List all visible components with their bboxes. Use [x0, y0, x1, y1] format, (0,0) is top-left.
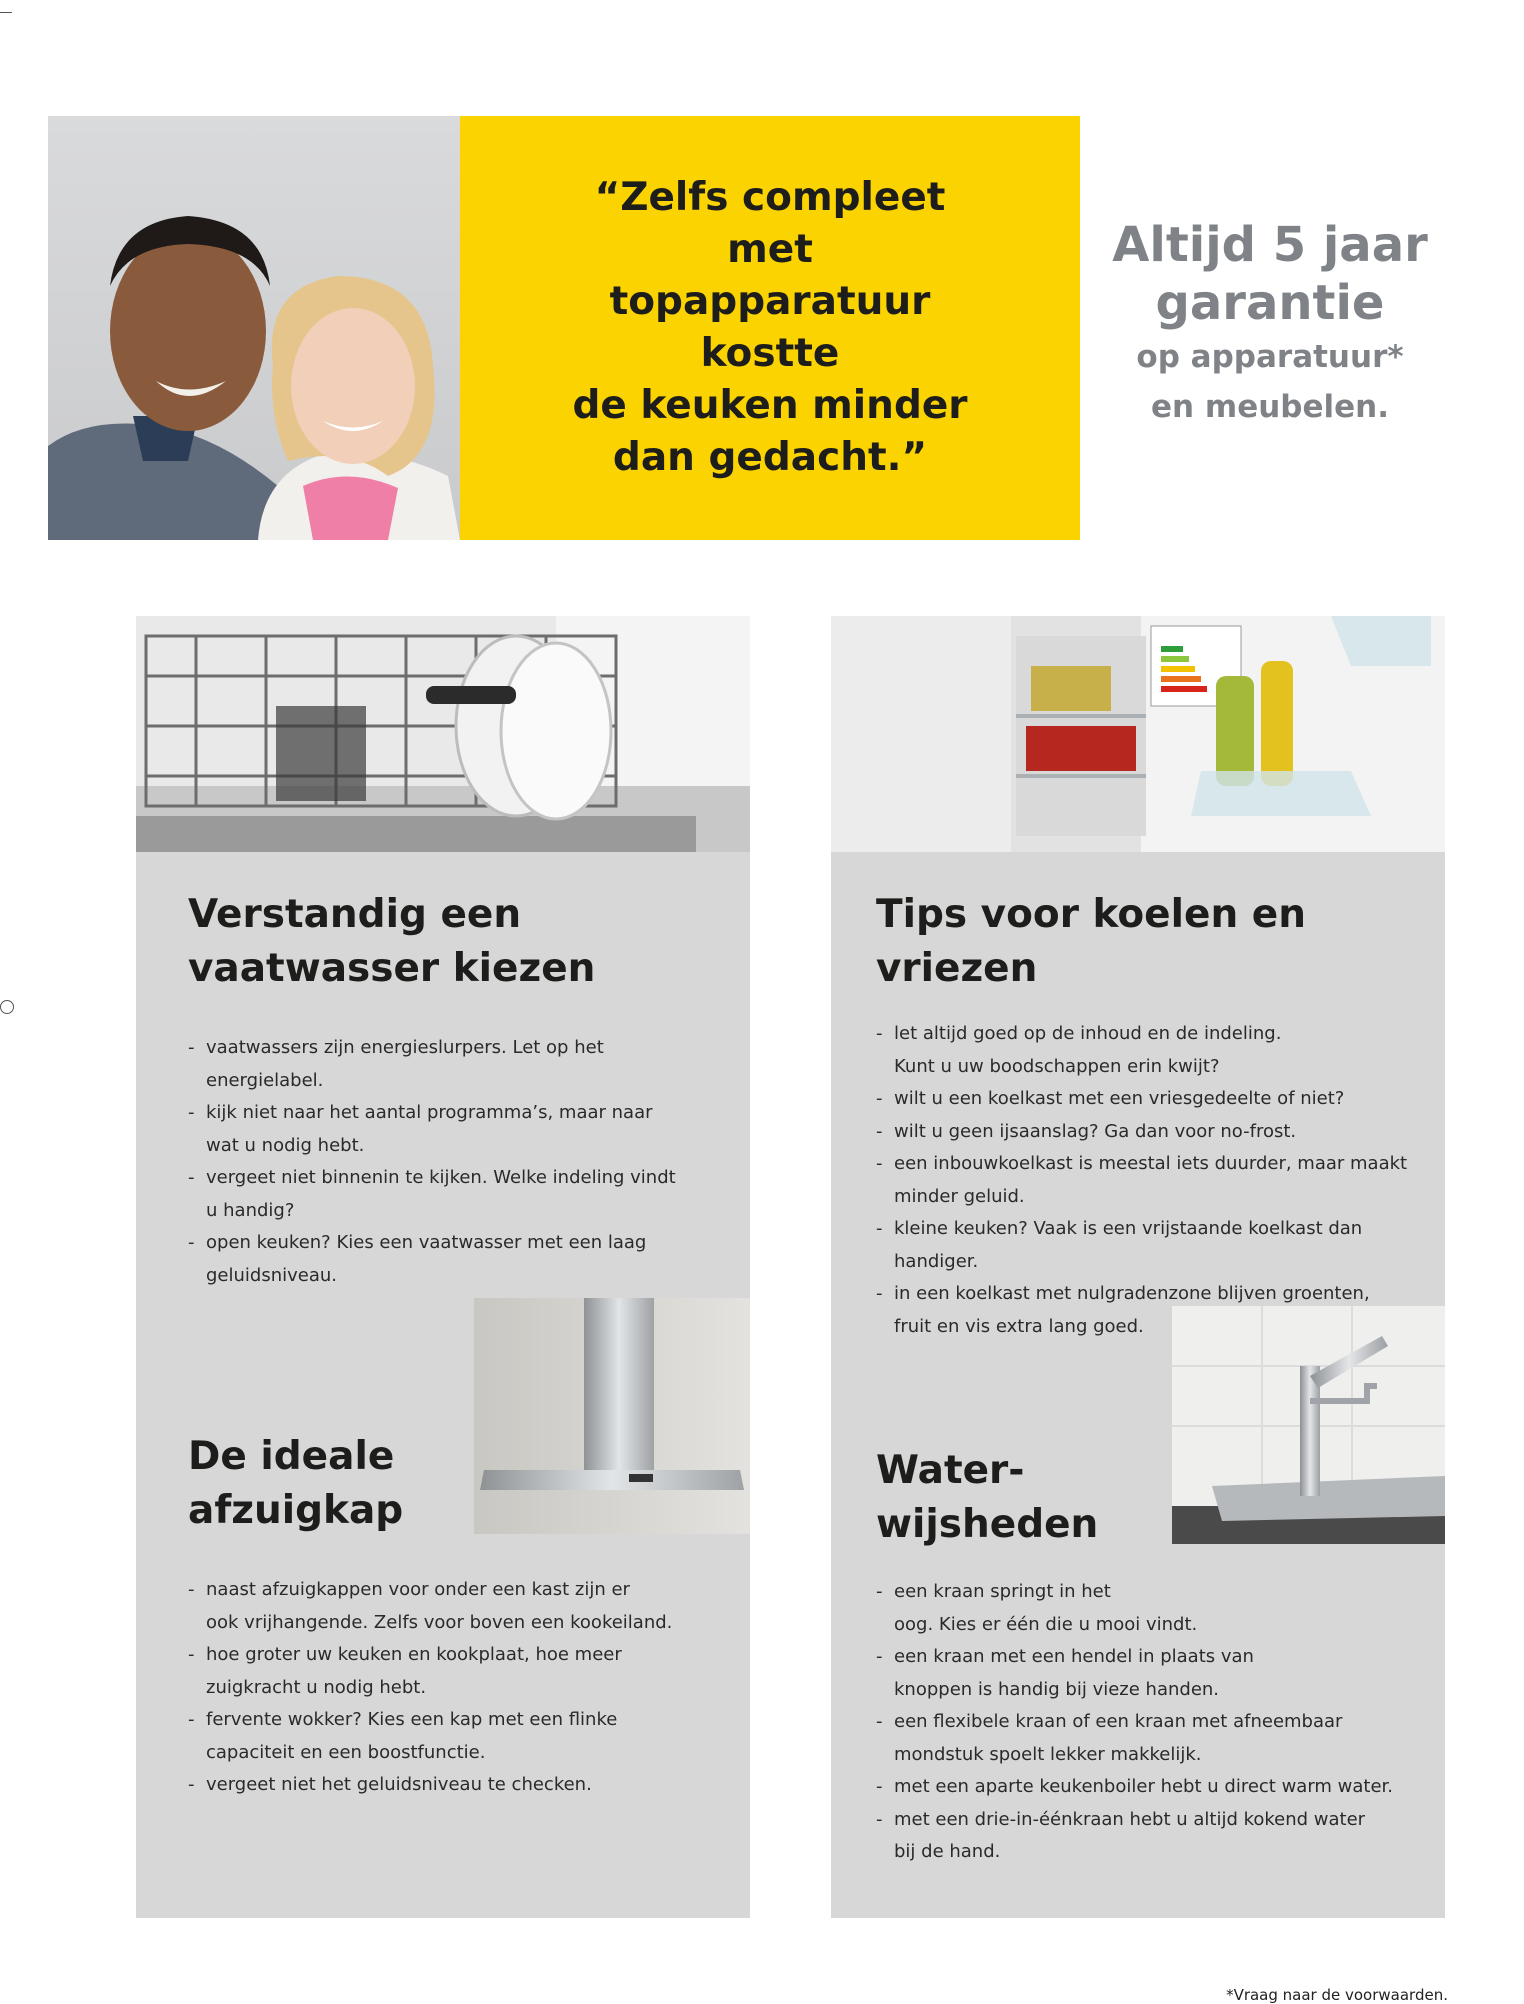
- list-line: - hoe groter uw keuken en kookplaat, hoe meer: [206, 1644, 622, 1665]
- hood-title: [188, 1430, 748, 1538]
- list-item: [876, 1148, 1436, 1213]
- list-item: [876, 1706, 1436, 1771]
- quote-box: [460, 116, 1080, 540]
- list-line: - met een aparte keukenboiler hebt u direct warm water.: [894, 1776, 1394, 1797]
- quote-text: [550, 172, 990, 484]
- list-line: - vergeet niet het geluidsniveau te checken.: [206, 1774, 592, 1795]
- registration-mark: [0, 1000, 14, 1014]
- couple-illustration: [48, 116, 460, 540]
- list-line: - een kraan met een hendel in plaats van: [894, 1646, 1254, 1667]
- list-line: energielabel.: [206, 1069, 324, 1091]
- list-item: [876, 1083, 1436, 1116]
- list-line: fruit en vis extra lang goed.: [894, 1315, 1144, 1337]
- list-line: zuigkracht u nodig hebt.: [206, 1676, 427, 1698]
- fridge-illustration: [831, 616, 1445, 852]
- list-line: oog. Kies er één die u mooi vindt.: [894, 1613, 1198, 1635]
- list-line: - kijk niet naar het aantal programma’s, maar naar: [206, 1102, 653, 1123]
- list-line: - kleine keuken? Vaak is een vrijstaande koelkast dan: [894, 1218, 1363, 1239]
- water-title: [876, 1444, 1436, 1552]
- list-item: [188, 1227, 728, 1292]
- fridge-photo: [831, 616, 1445, 852]
- list-item: [876, 1641, 1436, 1706]
- list-line: Kunt u uw boodschappen erin kwijt?: [894, 1055, 1220, 1077]
- water-section: [876, 1444, 1436, 1869]
- quote-line: dan gedacht.”: [612, 435, 928, 480]
- dishwasher-title: [188, 888, 728, 996]
- list-item: [876, 1018, 1436, 1083]
- list-item: [188, 1162, 728, 1227]
- footnote: *Vraag naar de voorwaarden.: [1226, 1986, 1448, 2004]
- fridge-tips: [876, 1018, 1436, 1343]
- list-item: [876, 1116, 1436, 1149]
- list-line: - een kraan springt in het: [894, 1581, 1111, 1602]
- dishwasher-tips: [188, 1032, 728, 1292]
- list-line: - een flexibele kraan of een kraan met afneembaar: [894, 1711, 1343, 1732]
- list-item: [188, 1704, 748, 1769]
- title-line: De ideale: [188, 1434, 395, 1479]
- list-item: [188, 1032, 728, 1097]
- list-line: mondstuk spoelt lekker makkelijk.: [894, 1743, 1202, 1765]
- list-line: knoppen is handig bij vieze handen.: [894, 1678, 1220, 1700]
- dishwasher-photo: [136, 616, 750, 852]
- couple-photo: [48, 116, 460, 540]
- guarantee-callout: [1100, 216, 1440, 432]
- list-line: - wilt u een koelkast met een vriesgedeelte of niet?: [894, 1088, 1345, 1109]
- list-line: - naast afzuigkappen voor onder een kast zijn er: [206, 1579, 630, 1600]
- list-line: - in een koelkast met nulgradenzone blijven groenten,: [894, 1283, 1370, 1304]
- list-line: handiger.: [894, 1250, 979, 1272]
- title-line: wijsheden: [876, 1502, 1099, 1547]
- guarantee-subline: en meubelen.: [1151, 389, 1389, 425]
- title-line: Tips voor koelen en vriezen: [876, 892, 1307, 991]
- water-tips: [876, 1576, 1436, 1869]
- guarantee-headline: garantie: [1155, 275, 1385, 331]
- title-line: Water-: [876, 1448, 1025, 1493]
- list-item: [188, 1574, 748, 1639]
- fridge-title: [876, 888, 1436, 996]
- list-item: [876, 1771, 1436, 1804]
- title-line: afzuigkap: [188, 1488, 404, 1533]
- list-line: - vaatwassers zijn energieslurpers. Let op het: [206, 1037, 604, 1058]
- quote-line: “Zelfs compleet met: [594, 175, 946, 272]
- hood-tips: [188, 1574, 748, 1802]
- quote-line: topapparatuur kostte: [609, 279, 931, 376]
- list-item: [876, 1804, 1436, 1869]
- list-line: wat u nodig hebt.: [206, 1134, 365, 1156]
- list-item: [188, 1769, 748, 1802]
- list-line: minder geluid.: [894, 1185, 1025, 1207]
- list-line: ook vrijhangende. Zelfs voor boven een kookeiland.: [206, 1611, 673, 1633]
- list-line: - let altijd goed op de inhoud en de indeling.: [894, 1023, 1282, 1044]
- fridge-section: [876, 888, 1436, 1343]
- list-line: bij de hand.: [894, 1841, 1001, 1862]
- list-line: - vergeet niet binnenin te kijken. Welke indeling vindt: [206, 1167, 676, 1188]
- list-item: [876, 1213, 1436, 1278]
- title-line: Verstandig een: [188, 892, 522, 937]
- list-line: - wilt u geen ijsaanslag? Ga dan voor no-frost.: [894, 1120, 1297, 1142]
- list-line: u handig?: [206, 1199, 295, 1221]
- dishwasher-section: [188, 888, 728, 1292]
- guarantee-headline: Altijd 5 jaar: [1112, 217, 1428, 273]
- list-item: [188, 1639, 748, 1704]
- list-item: [876, 1576, 1436, 1641]
- hood-section: [188, 1430, 748, 1802]
- list-line: geluidsniveau.: [206, 1264, 338, 1286]
- list-line: - fervente wokker? Kies een kap met een flinke: [206, 1709, 618, 1730]
- crop-mark: [0, 12, 12, 13]
- guarantee-subline: op apparatuur*: [1136, 339, 1404, 375]
- list-line: capaciteit en een boostfunctie.: [206, 1741, 486, 1763]
- list-line: - open keuken? Kies een vaatwasser met een laag: [206, 1232, 647, 1253]
- quote-line: de keuken minder: [572, 383, 968, 428]
- list-line: - met een drie-in-éénkraan hebt u altijd kokend water: [894, 1808, 1366, 1830]
- title-line: vaatwasser kiezen: [188, 946, 596, 991]
- dishwasher-illustration: [136, 616, 750, 852]
- list-line: - een inbouwkoelkast is meestal iets duurder, maar maakt: [894, 1153, 1408, 1174]
- list-item: [188, 1097, 728, 1162]
